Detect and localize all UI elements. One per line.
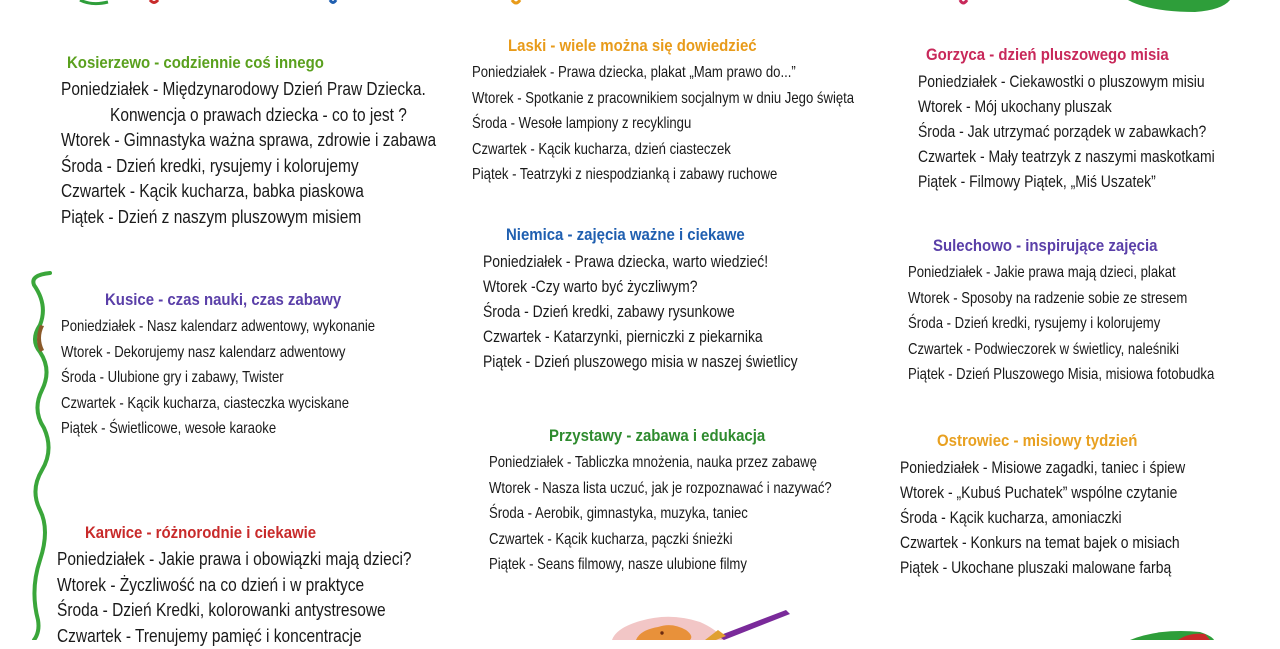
schedule-line: Wtorek - Spotkanie z pracownikiem socjalnym w dniu Jego święta	[472, 89, 855, 107]
section-title: Kosierzewo - codziennie coś innego	[67, 53, 324, 72]
schedule-line: Wtorek - Mój ukochany pluszak	[918, 97, 1112, 116]
schedule-line: Czwartek - Trenujemy pamięć i koncentracje	[57, 625, 362, 646]
schedule-line: Wtorek -Czy warto być życzliwym?	[483, 277, 698, 296]
schedule-line: Wtorek - Dekorujemy nasz kalendarz adwentowy	[61, 343, 346, 361]
section-ostrowiec	[900, 430, 1248, 580]
schedule-line: Środa - Dzień kredki, zabawy rysunkowe	[483, 302, 735, 321]
schedule-line: Środa - Ulubione gry i zabawy, Twister	[61, 369, 284, 386]
section-title: Sulechowo - inspirujące zajęcia	[933, 236, 1158, 255]
fox-illustration	[612, 617, 724, 640]
section-niemica	[483, 224, 867, 374]
schedule-line: Piątek - Ukochane pluszaki malowane farbą	[900, 558, 1172, 577]
schedule-line: Konwencja o prawach dziecka - co to jest ?	[110, 104, 407, 125]
section-title: Gorzyca - dzień pluszowego misia	[926, 45, 1169, 64]
schedule-line: Piątek - Dzień pluszowego misia w naszej świetlicy	[483, 352, 798, 371]
section-kusice	[61, 289, 444, 442]
schedule-line: Czwartek - Konkurs na temat bajek o misiach	[900, 533, 1180, 552]
schedule-line: Środa - Dzień kredki, rysujemy i kolorujemy	[61, 155, 359, 176]
section-kosierzewo	[61, 52, 497, 231]
section-sulechowo	[908, 235, 1280, 388]
section-laski	[472, 35, 938, 188]
schedule-line: Środa - Dzień kredki, rysujemy i kolorujemy	[908, 315, 1161, 332]
schedule-line: Środa - Wesołe lampiony z recyklingu	[472, 115, 692, 132]
schedule-line: Piątek - Dzień Pluszowego Misia, misiowa fotobudka	[908, 366, 1215, 383]
schedule-line: Wtorek - „Kubuś Puchatek” wspólne czytanie	[900, 483, 1178, 502]
schedule-line: Wtorek - Sposoby na radzenie sobie ze stresem	[908, 289, 1188, 307]
section-przystawy	[489, 425, 907, 578]
green-vine-left	[33, 273, 50, 640]
section-karwice	[57, 522, 469, 649]
green-blob-bottom-right	[1130, 631, 1214, 640]
schedule-line: Czwartek - Kącik kucharza, dzień ciasteczek	[472, 140, 731, 158]
schedule-line: Środa - Dzień Kredki, kolorowanki antystresowe	[57, 600, 386, 621]
schedule-line: Poniedziałek - Tabliczka mnożenia, nauka przez zabawę	[489, 454, 817, 471]
schedule-line: Piątek - Dzień z naszym pluszowym misiem	[61, 206, 362, 227]
schedule-line: Poniedziałek - Ciekawostki o pluszowym misiu	[918, 72, 1205, 91]
section-title: Ostrowiec - misiowy tydzień	[937, 431, 1138, 450]
schedule-line: Czwartek - Kącik kucharza, pączki śnieżki	[489, 530, 733, 548]
schedule-line: Piątek - Świetlicowe, wesołe karaoke	[61, 420, 277, 437]
section-gorzyca	[918, 44, 1280, 194]
schedule-line: Środa - Aerobik, gimnastyka, muzyka, taniec	[489, 505, 748, 522]
schedule-line: Czwartek - Podwieczorek w świetlicy, naleśniki	[908, 340, 1179, 358]
green-blob-top-right	[1128, 0, 1230, 12]
schedule-line: Środa - Kącik kucharza, amoniaczki	[900, 508, 1122, 527]
schedule-line: Poniedziałek - Jakie prawa i obowiązki mają dzieci?	[57, 549, 412, 569]
schedule-line: Wtorek - Życzliwość na co dzień i w praktyce	[57, 574, 365, 595]
section-title: Niemica - zajęcia ważne i ciekawe	[506, 225, 745, 244]
schedule-line: Poniedziałek - Prawa dziecka, plakat „Mam prawo do...”	[472, 64, 796, 81]
paintbrush-illustration	[705, 610, 790, 640]
schedule-line: Poniedziałek - Nasz kalendarz adwentowy, wykonanie	[61, 318, 376, 335]
schedule-line: Czwartek - Mały teatrzyk z naszymi maskotkami	[918, 147, 1215, 166]
schedule-line: Wtorek - Gimnastyka ważna sprawa, zdrowie i zabawa	[61, 130, 437, 151]
section-title: Karwice - różnorodnie i ciekawie	[85, 523, 317, 542]
schedule-line: Wtorek - Nasza lista uczuć, jak je rozpoznawać i nazywać?	[489, 479, 832, 497]
schedule-line: Środa - Jak utrzymać porządek w zabawkach?	[918, 122, 1207, 141]
section-title: Laski - wiele można się dowiedzieć	[508, 36, 757, 55]
schedule-line: Czwartek - Kącik kucharza, babka piaskowa	[61, 181, 364, 202]
schedule-line: Piątek - Filmowy Piątek, „Miś Uszatek”	[918, 172, 1156, 191]
schedule-line: Piątek - Seans filmowy, nasze ulubione filmy	[489, 556, 747, 573]
section-title: Kusice - czas nauki, czas zabawy	[105, 290, 342, 309]
schedule-line: Poniedziałek - Prawa dziecka, warto wiedzieć!	[483, 252, 769, 271]
section-title: Przystawy - zabawa i edukacja	[549, 426, 766, 445]
schedule-line: Poniedziałek - Jakie prawa mają dzieci, plakat	[908, 264, 1176, 281]
schedule-line: Piątek - Teatrzyki z niespodzianką i zabawy ruchowe	[472, 166, 778, 183]
schedule-line: Czwartek - Kącik kucharza, ciasteczka wyciskane	[61, 394, 350, 412]
schedule-line: Czwartek - Katarzynki, pierniczki z piekarnika	[483, 327, 763, 346]
top-cropped-heading-fragments	[80, 0, 967, 4]
schedule-line: Poniedziałek - Misiowe zagadki, taniec i śpiew	[900, 458, 1186, 477]
schedule-line: Poniedziałek - Międzynarodowy Dzień Praw Dziecka.	[61, 79, 426, 99]
